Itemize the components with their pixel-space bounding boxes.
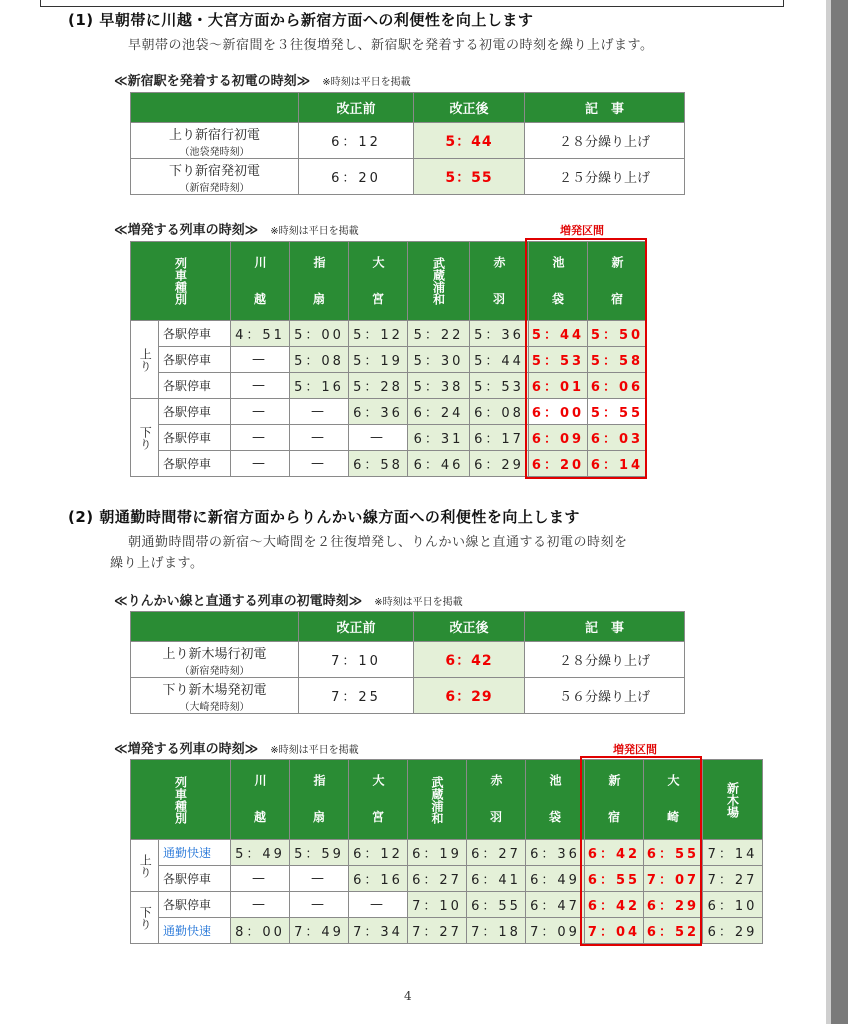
station-header (231, 242, 290, 321)
station-header (526, 760, 585, 840)
time-cell: — (231, 451, 290, 477)
train-type: 通勤快速 (159, 918, 231, 944)
time-cell: 5：19 (349, 347, 408, 373)
table-row (131, 347, 647, 373)
time-cell: 7：27 (408, 918, 467, 944)
time-cell: 7：34 (349, 918, 408, 944)
station-name-top: 武蔵浦和 (431, 257, 446, 305)
time-cell: 6：42 (585, 840, 644, 866)
time-cell: 7：14 (703, 840, 763, 866)
station-header (470, 242, 529, 321)
train-type: 各駅停車 (159, 321, 231, 347)
station-name-bottom: 越 (253, 291, 266, 306)
time-cell: 5：49 (231, 840, 290, 866)
time-cell: 6：58 (349, 451, 408, 477)
table1-header-note: 記 事 (525, 93, 685, 123)
table3-caption: ≪りんかい線と直通する列車の初電時刻≫ ※時刻は平日を掲載 (114, 594, 463, 609)
time-cell: — (290, 866, 349, 892)
train-type: 各駅停車 (159, 866, 231, 892)
time-cell: 6：10 (703, 892, 763, 918)
table4 (130, 759, 763, 944)
train-type: 通勤快速 (159, 840, 231, 866)
table3-corner (131, 612, 299, 642)
station-name-bottom: 扇 (312, 291, 325, 306)
time-cell: 8：00 (231, 918, 290, 944)
train-type-header (131, 760, 231, 840)
table3 (130, 611, 685, 714)
table3-header-note: 記 事 (525, 612, 685, 642)
station-name-top: 新木場 (725, 781, 740, 818)
station-header (408, 760, 467, 840)
table4-extra-label: 増発区間 (613, 743, 657, 756)
station-header (467, 760, 526, 840)
station-name-top: 指 (312, 255, 326, 268)
time-cell: 5：44 (470, 347, 529, 373)
station-name-top: 川 (253, 255, 267, 268)
station-name-top: 指 (312, 774, 326, 786)
station-name-top: 池 (548, 774, 562, 786)
train-type: 各駅停車 (159, 892, 231, 918)
table-row (131, 892, 763, 918)
time-cell: 5：55 (588, 399, 647, 425)
station-name-bottom: 羽 (489, 810, 502, 824)
time-cell: 5：50 (588, 321, 647, 347)
section2-heading: (2) 朝通勤時間帯に新宿方面からりんかい線方面への利便性を向上します (68, 508, 580, 526)
train-type: 各駅停車 (159, 399, 231, 425)
table1-header-after: 改正後 (414, 93, 525, 123)
station-name-top: 池 (551, 255, 565, 268)
station-name-bottom: 袋 (551, 291, 564, 306)
table-row: 下り新宿発初電 （新宿発時刻） 6：20 5：55 ２５分繰り上げ (131, 159, 685, 195)
time-cell: 6：17 (470, 425, 529, 451)
time-cell: — (290, 451, 349, 477)
table1-header-before: 改正前 (299, 93, 414, 123)
station-header (588, 242, 647, 321)
time-cell: 6：24 (408, 399, 470, 425)
station-name-top: 川 (253, 774, 267, 786)
train-type-header (131, 242, 231, 321)
top-frame (40, 0, 784, 7)
time-cell: 7：18 (467, 918, 526, 944)
table2 (130, 241, 647, 477)
station-name-top: 赤 (489, 774, 503, 786)
table4-caption: ≪増発する列車の時刻≫ ※時刻は平日を掲載 (114, 742, 359, 757)
station-header (290, 242, 349, 321)
time-cell: 6：46 (408, 451, 470, 477)
section1-heading: (1) 早朝帯に川越・大宮方面から新宿方面への利便性を向上します (68, 11, 534, 29)
table-row: 下り新木場発初電 （大崎発時刻） 7：25 6：29 ５６分繰り上げ (131, 678, 685, 714)
table-row (131, 399, 647, 425)
station-name-top: 大 (371, 774, 385, 786)
section2-paragraph-2: 繰り上げます。 (110, 556, 204, 571)
station-name-top: 赤 (492, 255, 506, 268)
train-type: 各駅停車 (159, 451, 231, 477)
section2-paragraph-1: 朝通勤時間帯の新宿〜大崎間を２往復増発し、りんかい線と直通する初電の時刻を (128, 535, 628, 550)
time-cell: 6：29 (644, 892, 703, 918)
time-cell: 6：47 (526, 892, 585, 918)
station-header (231, 760, 290, 840)
time-cell: 5：00 (290, 321, 349, 347)
time-cell: 5：30 (408, 347, 470, 373)
station-name-bottom: 宿 (610, 291, 623, 306)
table-row: 上り新木場行初電 （新宿発時刻） 7：10 6：42 ２８分繰り上げ (131, 642, 685, 678)
time-cell: 6：14 (588, 451, 647, 477)
time-cell: — (290, 892, 349, 918)
station-name-bottom: 崎 (666, 810, 679, 824)
time-cell: 6：55 (467, 892, 526, 918)
train-type: 各駅停車 (159, 373, 231, 399)
direction-down: 下り (131, 892, 159, 944)
table1-corner (131, 93, 299, 123)
table3-header-before: 改正前 (299, 612, 414, 642)
train-type: 各駅停車 (159, 425, 231, 451)
time-cell: 5：12 (349, 321, 408, 347)
station-name-bottom: 宮 (371, 810, 384, 824)
time-cell: 6：31 (408, 425, 470, 451)
time-cell: 6：55 (644, 840, 703, 866)
time-cell: — (231, 347, 290, 373)
time-cell: 6：36 (349, 399, 408, 425)
table-row (131, 451, 647, 477)
station-name-top: 大 (371, 255, 385, 268)
table-row (131, 373, 647, 399)
time-cell: 6：27 (467, 840, 526, 866)
time-cell: 6：27 (408, 866, 467, 892)
station-header (408, 242, 470, 321)
time-cell: 7：49 (290, 918, 349, 944)
time-cell: 6：09 (529, 425, 588, 451)
table-row (131, 425, 647, 451)
time-cell: 5：38 (408, 373, 470, 399)
direction-down: 下り (131, 399, 159, 477)
time-cell: — (290, 425, 349, 451)
time-cell: 6：16 (349, 866, 408, 892)
time-cell: 5：22 (408, 321, 470, 347)
time-cell: 5：08 (290, 347, 349, 373)
time-cell: — (231, 399, 290, 425)
time-cell: 6：19 (408, 840, 467, 866)
time-cell: — (231, 373, 290, 399)
station-header (349, 242, 408, 321)
table2-extra-label: 増発区間 (560, 224, 604, 237)
station-header (290, 760, 349, 840)
table-row (131, 918, 763, 944)
time-cell: 5：59 (290, 840, 349, 866)
table-row (131, 840, 763, 866)
station-name-bottom: 宿 (607, 810, 620, 824)
time-cell: 6：49 (526, 866, 585, 892)
table-row (131, 866, 763, 892)
time-cell: 5：53 (529, 347, 588, 373)
table3-header-after: 改正後 (414, 612, 525, 642)
table1 (130, 92, 685, 195)
time-cell: 6：42 (585, 892, 644, 918)
station-name-bottom: 袋 (548, 810, 561, 824)
time-cell: — (231, 892, 290, 918)
time-cell: 7：10 (408, 892, 467, 918)
time-cell: 6：00 (529, 399, 588, 425)
time-cell: — (349, 425, 408, 451)
station-name-top: 大 (666, 774, 680, 786)
time-cell: 6：03 (588, 425, 647, 451)
time-cell: — (290, 399, 349, 425)
station-name-top: 新 (610, 255, 624, 268)
time-cell: 5：53 (470, 373, 529, 399)
time-cell: — (231, 425, 290, 451)
time-cell: 6：12 (349, 840, 408, 866)
page-number: 4 (404, 989, 412, 1003)
station-name-bottom: 羽 (492, 291, 505, 306)
time-cell: 6：52 (644, 918, 703, 944)
train-type: 各駅停車 (159, 347, 231, 373)
station-name-bottom: 宮 (371, 291, 384, 306)
table2-caption: ≪増発する列車の時刻≫ ※時刻は平日を掲載 (114, 223, 359, 238)
table1-caption: ≪新宿駅を発着する初電の時刻≫ ※時刻は平日を掲載 (114, 74, 411, 89)
time-cell: 5：58 (588, 347, 647, 373)
time-cell: 6：41 (467, 866, 526, 892)
time-cell: 6：29 (470, 451, 529, 477)
time-cell: 5：16 (290, 373, 349, 399)
station-name-top: 列車種別 (173, 257, 188, 305)
station-name-top: 新 (607, 774, 621, 786)
table-row: 上り新宿行初電 （池袋発時刻） 6：12 5：44 ２８分繰り上げ (131, 123, 685, 159)
table-row (131, 321, 647, 347)
station-header (349, 760, 408, 840)
time-cell: 5：28 (349, 373, 408, 399)
time-cell: 7：09 (526, 918, 585, 944)
time-cell: 7：07 (644, 866, 703, 892)
section1-paragraph: 早朝帯の池袋〜新宿間を３往復増発し、新宿駅を発着する初電の時刻を繰り上げます。 (128, 38, 654, 53)
time-cell: 6：08 (470, 399, 529, 425)
direction-up: 上り (131, 840, 159, 892)
direction-up: 上り (131, 321, 159, 399)
time-cell: 6：55 (585, 866, 644, 892)
station-header (644, 760, 703, 840)
time-cell: 5：36 (470, 321, 529, 347)
time-cell: 7：27 (703, 866, 763, 892)
time-cell: 6：36 (526, 840, 585, 866)
time-cell: 6：06 (588, 373, 647, 399)
time-cell: 4：51 (231, 321, 290, 347)
time-cell: 6：01 (529, 373, 588, 399)
time-cell: — (231, 866, 290, 892)
station-header (703, 760, 763, 840)
station-header (585, 760, 644, 840)
station-header (529, 242, 588, 321)
time-cell: 6：29 (703, 918, 763, 944)
station-name-bottom: 越 (253, 810, 266, 824)
station-name-top: 武蔵浦和 (430, 775, 444, 824)
time-cell: 6：20 (529, 451, 588, 477)
station-name-bottom: 扇 (312, 810, 325, 824)
time-cell: — (349, 892, 408, 918)
time-cell: 5：44 (529, 321, 588, 347)
viewer-scrollbar[interactable] (831, 0, 848, 1024)
time-cell: 7：04 (585, 918, 644, 944)
station-name-top: 列車種別 (173, 775, 188, 824)
